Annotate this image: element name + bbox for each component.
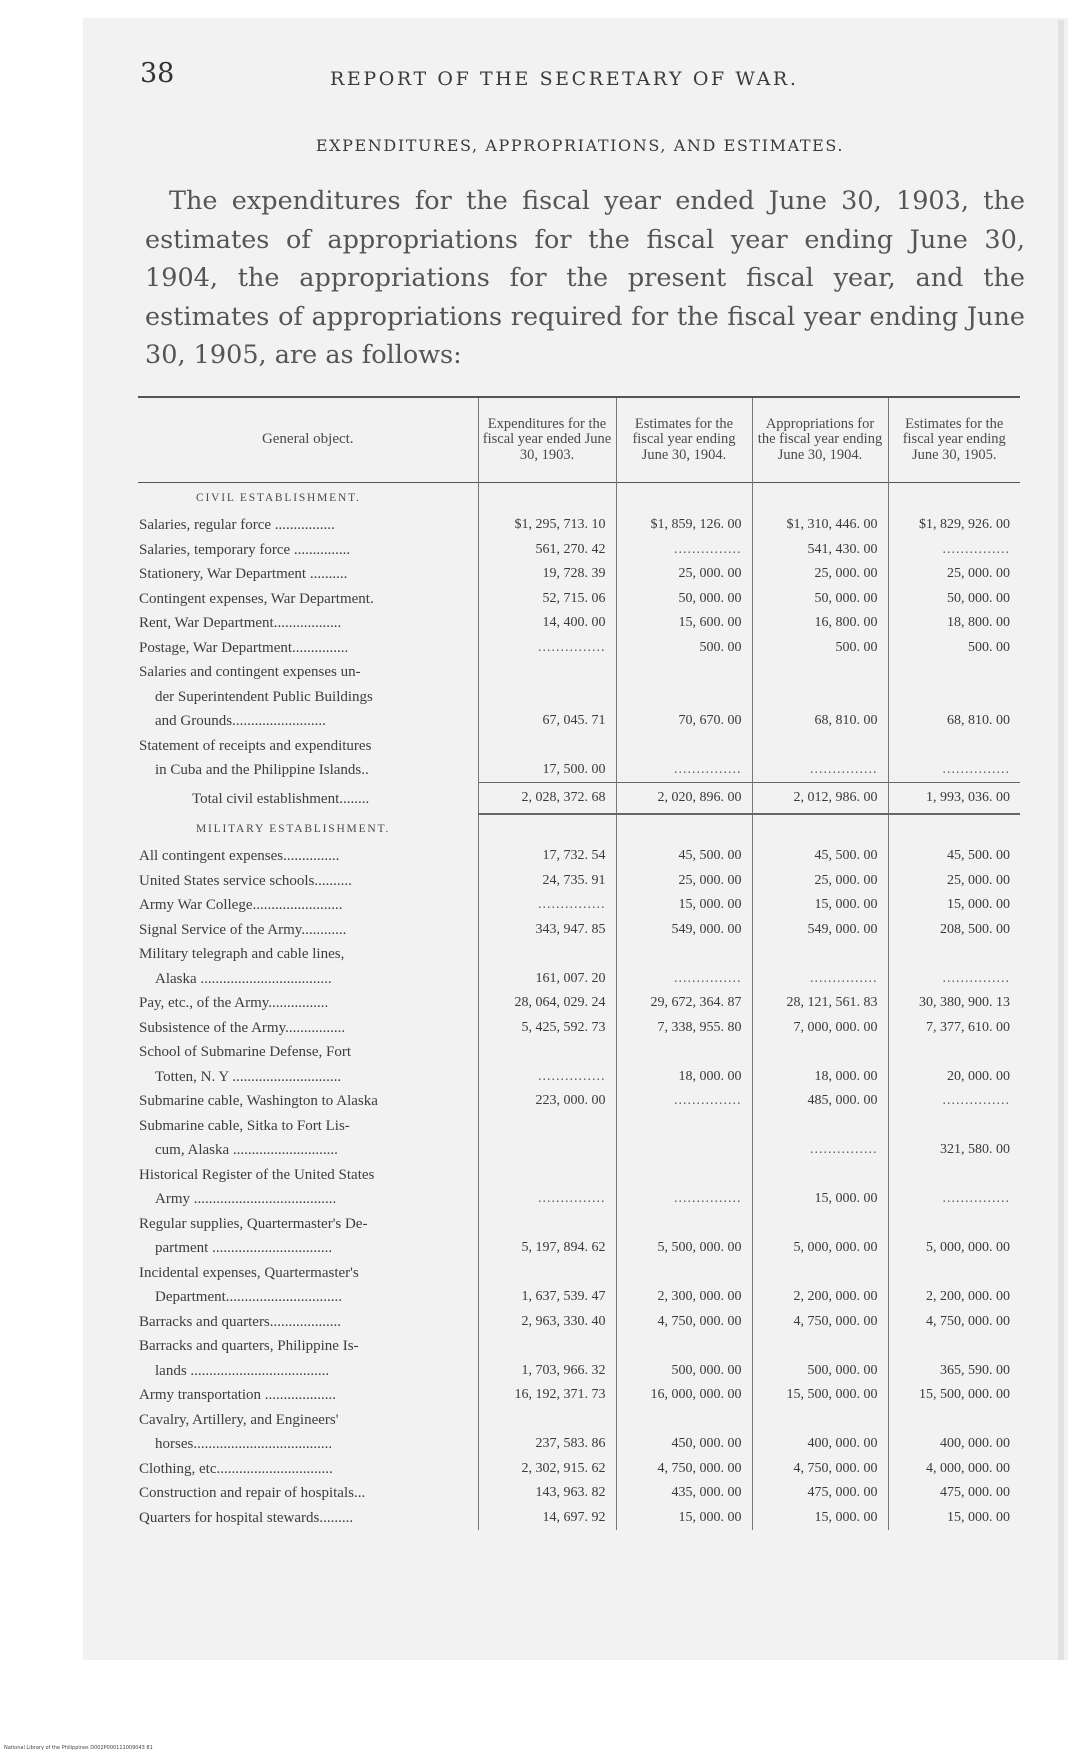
row-value: 25, 000. 00 xyxy=(616,869,752,894)
row-value: 15, 000. 00 xyxy=(752,1506,888,1531)
row-value: ............... xyxy=(752,1114,888,1163)
row-value: ............... xyxy=(752,734,888,783)
row-label-line: Pay, etc., of the Army................ xyxy=(139,995,329,1011)
row-label xyxy=(138,1481,478,1506)
row-value: 561, 270. 42 xyxy=(478,538,616,563)
row-value: $1, 859, 126. 00 xyxy=(616,513,752,538)
row-value: ............... xyxy=(478,1163,616,1212)
row-value: 20, 000. 00 xyxy=(888,1040,1020,1089)
row-value: 24, 735. 91 xyxy=(478,869,616,894)
row-value: 7, 377, 610. 00 xyxy=(888,1016,1020,1041)
table-row xyxy=(138,1481,1020,1506)
row-label-line: Army War College........................ xyxy=(139,897,343,913)
row-label xyxy=(138,1163,478,1212)
row-label-line: Totten, N. Y ............................. xyxy=(155,1068,342,1085)
row-label xyxy=(138,734,478,783)
header-general-object: General object. xyxy=(261,431,354,448)
row-label xyxy=(138,1261,478,1310)
row-value: 1, 637, 539. 47 xyxy=(478,1261,616,1310)
row-label-line: All contingent expenses............... xyxy=(139,848,340,864)
row-value: 500, 000. 00 xyxy=(616,1334,752,1383)
row-value: 2, 200, 000. 00 xyxy=(888,1261,1020,1310)
row-label xyxy=(138,1089,478,1114)
table-row xyxy=(138,869,1020,894)
row-value: ............... xyxy=(888,1089,1020,1114)
row-value: 5, 425, 592. 73 xyxy=(478,1016,616,1041)
row-value xyxy=(616,1114,752,1163)
row-value: 28, 121, 561. 83 xyxy=(752,991,888,1016)
military-establishment-heading-gap xyxy=(888,814,1020,844)
row-label-line: Subsistence of the Army................ xyxy=(139,1019,346,1036)
row-value: 28, 064, 029. 24 xyxy=(478,991,616,1016)
row-value: 4, 750, 000. 00 xyxy=(752,1310,888,1335)
row-label-line: Incidental expenses, Quartermaster's xyxy=(139,1264,359,1281)
table-row xyxy=(138,918,1020,943)
row-value: ............... xyxy=(616,1089,752,1114)
row-value: 485, 000. 00 xyxy=(752,1089,888,1114)
row-value: 435, 000. 00 xyxy=(616,1481,752,1506)
row-value: 4, 000, 000. 00 xyxy=(888,1457,1020,1482)
header-appropriations-1904: Appropriations for the fiscal year ending June 30, 1904. xyxy=(752,397,888,483)
row-value: ............... xyxy=(888,734,1020,783)
row-label-line: Quarters for hospital stewards......... xyxy=(139,1509,354,1526)
row-label xyxy=(138,636,478,661)
row-label xyxy=(138,1457,478,1482)
row-value: $1, 295, 713. 10 xyxy=(478,513,616,538)
table-header-row xyxy=(138,397,1020,483)
row-label xyxy=(138,1212,478,1261)
row-value: 17, 732. 54 xyxy=(478,844,616,869)
row-label-line: Clothing, etc............................... xyxy=(139,1460,333,1477)
row-value: 17, 500. 00 xyxy=(478,734,616,783)
row-value: 15, 000. 00 xyxy=(888,893,1020,918)
row-value: 15, 000. 00 xyxy=(616,893,752,918)
row-value: 15, 500, 000. 00 xyxy=(752,1383,888,1408)
row-value: 7, 000, 000. 00 xyxy=(752,1016,888,1041)
row-value: ............... xyxy=(616,1163,752,1212)
row-value: 25, 000. 00 xyxy=(752,869,888,894)
row-value: 365, 590. 00 xyxy=(888,1334,1020,1383)
row-label-line: Contingent expenses, War Department. xyxy=(139,590,374,607)
total-civil-row xyxy=(138,783,1020,815)
library-stamp: National Library of the Philippines D002P000111009043 81 xyxy=(4,1745,153,1751)
row-label-line: Alaska ................................... xyxy=(155,970,332,987)
row-value: 16, 000, 000. 00 xyxy=(616,1383,752,1408)
civil-establishment-heading xyxy=(138,483,1020,514)
row-value: 25, 000. 00 xyxy=(888,562,1020,587)
table-row xyxy=(138,1383,1020,1408)
row-value: 161, 007. 20 xyxy=(478,942,616,991)
row-value: 541, 430. 00 xyxy=(752,538,888,563)
row-label xyxy=(138,660,478,734)
row-value: 549, 000. 00 xyxy=(752,918,888,943)
row-label xyxy=(138,1040,478,1089)
section-title: EXPENDITURES, APPROPRIATIONS, AND ESTIMATES. xyxy=(315,136,845,155)
row-value: 45, 500. 00 xyxy=(616,844,752,869)
row-value: ............... xyxy=(616,942,752,991)
table-body xyxy=(138,483,1020,1531)
row-value: 15, 000. 00 xyxy=(888,1506,1020,1531)
row-label-line: Regular supplies, Quartermaster's De- xyxy=(139,1215,368,1232)
military-establishment-heading-gap xyxy=(616,814,752,844)
row-value: 1, 703, 966. 32 xyxy=(478,1334,616,1383)
row-value: 18, 000. 00 xyxy=(616,1040,752,1089)
row-label-line: School of Submarine Defense, Fort xyxy=(139,1044,352,1060)
table-row xyxy=(138,1310,1020,1335)
table-row xyxy=(138,1408,1020,1457)
row-label xyxy=(138,538,478,563)
row-label-line: and Grounds......................... xyxy=(155,713,326,729)
header-estimates-1904: Estimates for the fiscal year ending June 30, 1904. xyxy=(616,397,752,483)
table-row xyxy=(138,1163,1020,1212)
row-label-line: Submarine cable, Washington to Alaska xyxy=(139,1093,378,1109)
row-value: ............... xyxy=(616,734,752,783)
row-label-line: Department............................... xyxy=(155,1289,343,1305)
total-civil-value: 1, 993, 036. 00 xyxy=(888,783,1020,815)
row-value: 2, 302, 915. 62 xyxy=(478,1457,616,1482)
table-row xyxy=(138,611,1020,636)
row-label-line: Barracks and quarters, Philippine Is- xyxy=(139,1338,359,1354)
row-label xyxy=(138,1506,478,1531)
intro-paragraph: The expenditures for the fiscal year ended June 30, 1903, the estimates of appropriations for the fiscal year ending June 30, 1904, the appropriations for the present fiscal year, and the estimates of appropriations required for the fiscal year ending June 30, 1905, are as follows: xyxy=(145,186,1025,370)
row-label xyxy=(138,1383,478,1408)
row-label xyxy=(138,991,478,1016)
row-label xyxy=(138,942,478,991)
row-label-line: partment ................................ xyxy=(155,1240,333,1256)
row-value: 343, 947. 85 xyxy=(478,918,616,943)
row-value: ............... xyxy=(888,538,1020,563)
row-value: 14, 400. 00 xyxy=(478,611,616,636)
table-row xyxy=(138,991,1020,1016)
row-label-line: Salaries, temporary force ............... xyxy=(139,541,351,558)
row-label-line: der Superintendent Public Buildings xyxy=(155,688,373,705)
civil-establishment-heading-gap xyxy=(616,483,752,514)
table-row xyxy=(138,893,1020,918)
row-value: 450, 000. 00 xyxy=(616,1408,752,1457)
table-row xyxy=(138,1040,1020,1089)
row-value: 18, 800. 00 xyxy=(888,611,1020,636)
civil-establishment-heading-gap xyxy=(888,483,1020,514)
table-row xyxy=(138,636,1020,661)
row-value: 2, 963, 330. 40 xyxy=(478,1310,616,1335)
row-label-line: Rent, War Department.................. xyxy=(139,615,342,631)
row-label-line: Submarine cable, Sitka to Fort Lis- xyxy=(139,1117,350,1134)
expenditures-table xyxy=(138,396,1020,1530)
row-value: 500, 000. 00 xyxy=(752,1334,888,1383)
row-value: ............... xyxy=(888,942,1020,991)
row-label xyxy=(138,869,478,894)
row-label-line: lands ..................................... xyxy=(155,1362,330,1379)
military-establishment-heading-gap xyxy=(478,814,616,844)
row-value: 29, 672, 364. 87 xyxy=(616,991,752,1016)
row-value: 19, 728. 39 xyxy=(478,562,616,587)
row-value: 5, 000, 000. 00 xyxy=(888,1212,1020,1261)
total-civil-value: 2, 012, 986. 00 xyxy=(752,783,888,815)
row-value: 5, 000, 000. 00 xyxy=(752,1212,888,1261)
row-label xyxy=(138,1408,478,1457)
row-label xyxy=(138,1114,478,1163)
row-label-line: Barracks and quarters................... xyxy=(139,1313,342,1330)
row-value: ............... xyxy=(478,893,616,918)
row-value: $1, 310, 446. 00 xyxy=(752,513,888,538)
row-value: 400, 000. 00 xyxy=(752,1408,888,1457)
row-value: 500. 00 xyxy=(616,636,752,661)
row-label xyxy=(138,918,478,943)
row-value: 15, 000. 00 xyxy=(752,1163,888,1212)
row-value: 143, 963. 82 xyxy=(478,1481,616,1506)
row-value: $1, 829, 926. 00 xyxy=(888,513,1020,538)
row-label-line: Salaries, regular force ................ xyxy=(139,517,335,533)
row-value: ............... xyxy=(616,538,752,563)
table-row xyxy=(138,1334,1020,1383)
row-value: 16, 192, 371. 73 xyxy=(478,1383,616,1408)
row-value: ............... xyxy=(478,1040,616,1089)
row-value: 223, 000. 00 xyxy=(478,1089,616,1114)
row-value: 45, 500. 00 xyxy=(888,844,1020,869)
header-expenditures-1903: Expenditures for the fiscal year ended June 30, 1903. xyxy=(478,397,616,483)
military-establishment-heading xyxy=(138,814,1020,844)
table-row xyxy=(138,1212,1020,1261)
total-civil-value: 2, 020, 896. 00 xyxy=(616,783,752,815)
header-estimates-1905: Estimates for the fiscal year ending June 30, 1905. xyxy=(888,397,1020,483)
row-value: 18, 000. 00 xyxy=(752,1040,888,1089)
civil-establishment-heading-label: CIVIL ESTABLISHMENT. xyxy=(196,492,361,504)
total-civil-value: 2, 028, 372. 68 xyxy=(478,783,616,815)
table-row xyxy=(138,513,1020,538)
row-value: 7, 338, 955. 80 xyxy=(616,1016,752,1041)
table-row xyxy=(138,1457,1020,1482)
row-value: 15, 000. 00 xyxy=(616,1506,752,1531)
row-value xyxy=(478,1114,616,1163)
row-label-line: in Cuba and the Philippine Islands.. xyxy=(155,762,369,778)
row-label xyxy=(138,1016,478,1041)
row-value: 50, 000. 00 xyxy=(888,587,1020,612)
row-value: 237, 583. 86 xyxy=(478,1408,616,1457)
row-value: 549, 000. 00 xyxy=(616,918,752,943)
row-value: 68, 810. 00 xyxy=(888,660,1020,734)
row-value: ............... xyxy=(478,636,616,661)
page-edge xyxy=(1058,20,1064,1660)
row-label-line: Army ...................................... xyxy=(155,1191,337,1207)
row-label xyxy=(138,1310,478,1335)
row-value: 475, 000. 00 xyxy=(752,1481,888,1506)
row-label-line: Cavalry, Artillery, and Engineers' xyxy=(139,1411,339,1428)
row-value: 45, 500. 00 xyxy=(752,844,888,869)
row-value: 4, 750, 000. 00 xyxy=(616,1310,752,1335)
row-label-line: Military telegraph and cable lines, xyxy=(139,946,345,962)
row-value: 5, 197, 894. 62 xyxy=(478,1212,616,1261)
row-value: 15, 600. 00 xyxy=(616,611,752,636)
row-label xyxy=(138,562,478,587)
row-value: 15, 500, 000. 00 xyxy=(888,1383,1020,1408)
row-value: ............... xyxy=(888,1163,1020,1212)
table-row xyxy=(138,538,1020,563)
row-value: 500. 00 xyxy=(888,636,1020,661)
page-number: 38 xyxy=(140,58,175,89)
table-row xyxy=(138,562,1020,587)
row-label-line: Stationery, War Department .......... xyxy=(139,566,348,582)
row-label xyxy=(138,611,478,636)
row-value: 4, 750, 000. 00 xyxy=(888,1310,1020,1335)
table-row xyxy=(138,587,1020,612)
row-label-line: Army transportation ................... xyxy=(139,1387,337,1403)
row-label xyxy=(138,844,478,869)
row-value: 25, 000. 00 xyxy=(616,562,752,587)
row-label-line: Signal Service of the Army............ xyxy=(139,921,347,938)
row-value: 400, 000. 00 xyxy=(888,1408,1020,1457)
row-label-line: Historical Register of the United States xyxy=(139,1166,375,1183)
row-value: ............... xyxy=(752,942,888,991)
military-establishment-heading-label: MILITARY ESTABLISHMENT. xyxy=(196,823,391,835)
row-value: 16, 800. 00 xyxy=(752,611,888,636)
row-value: 500. 00 xyxy=(752,636,888,661)
table-row xyxy=(138,844,1020,869)
row-value: 25, 000. 00 xyxy=(752,562,888,587)
row-value: 50, 000. 00 xyxy=(752,587,888,612)
row-value: 52, 715. 06 xyxy=(478,587,616,612)
row-value: 5, 500, 000. 00 xyxy=(616,1212,752,1261)
row-value: 321, 580. 00 xyxy=(888,1114,1020,1163)
row-value: 2, 200, 000. 00 xyxy=(752,1261,888,1310)
table-row xyxy=(138,1016,1020,1041)
row-label-line: horses..................................... xyxy=(155,1436,333,1452)
row-label xyxy=(138,513,478,538)
row-value: 4, 750, 000. 00 xyxy=(616,1457,752,1482)
running-head: REPORT OF THE SECRETARY OF WAR. xyxy=(330,68,799,90)
row-value: 30, 380, 900. 13 xyxy=(888,991,1020,1016)
table-row xyxy=(138,1089,1020,1114)
row-value: 14, 697. 92 xyxy=(478,1506,616,1531)
civil-establishment-heading-gap xyxy=(478,483,616,514)
row-value: 50, 000. 00 xyxy=(616,587,752,612)
row-value: 67, 045. 71 xyxy=(478,660,616,734)
row-value: 25, 000. 00 xyxy=(888,869,1020,894)
row-label-line: Salaries and contingent expenses un- xyxy=(139,664,361,680)
row-value: 70, 670. 00 xyxy=(616,660,752,734)
row-value: 4, 750, 000. 00 xyxy=(752,1457,888,1482)
table-row xyxy=(138,1506,1020,1531)
row-value: 15, 000. 00 xyxy=(752,893,888,918)
row-label xyxy=(138,587,478,612)
civil-establishment-heading-gap xyxy=(752,483,888,514)
table-row xyxy=(138,1114,1020,1163)
table-row xyxy=(138,734,1020,783)
table-row xyxy=(138,942,1020,991)
row-value: 2, 300, 000. 00 xyxy=(616,1261,752,1310)
row-value: 68, 810. 00 xyxy=(752,660,888,734)
total-civil-label: Total civil establishment........ xyxy=(192,791,370,807)
military-establishment-heading-gap xyxy=(752,814,888,844)
table-row xyxy=(138,1261,1020,1310)
row-label-line: United States service schools.......... xyxy=(139,872,352,889)
row-label-line: Postage, War Department............... xyxy=(139,639,349,656)
row-label xyxy=(138,1334,478,1383)
row-value: 475, 000. 00 xyxy=(888,1481,1020,1506)
row-label xyxy=(138,893,478,918)
table-row xyxy=(138,660,1020,734)
row-label-line: cum, Alaska ............................ xyxy=(155,1142,338,1158)
row-label-line: Statement of receipts and expenditures xyxy=(139,737,372,754)
row-value: 208, 500. 00 xyxy=(888,918,1020,943)
row-label-line: Construction and repair of hospitals... xyxy=(139,1485,366,1501)
